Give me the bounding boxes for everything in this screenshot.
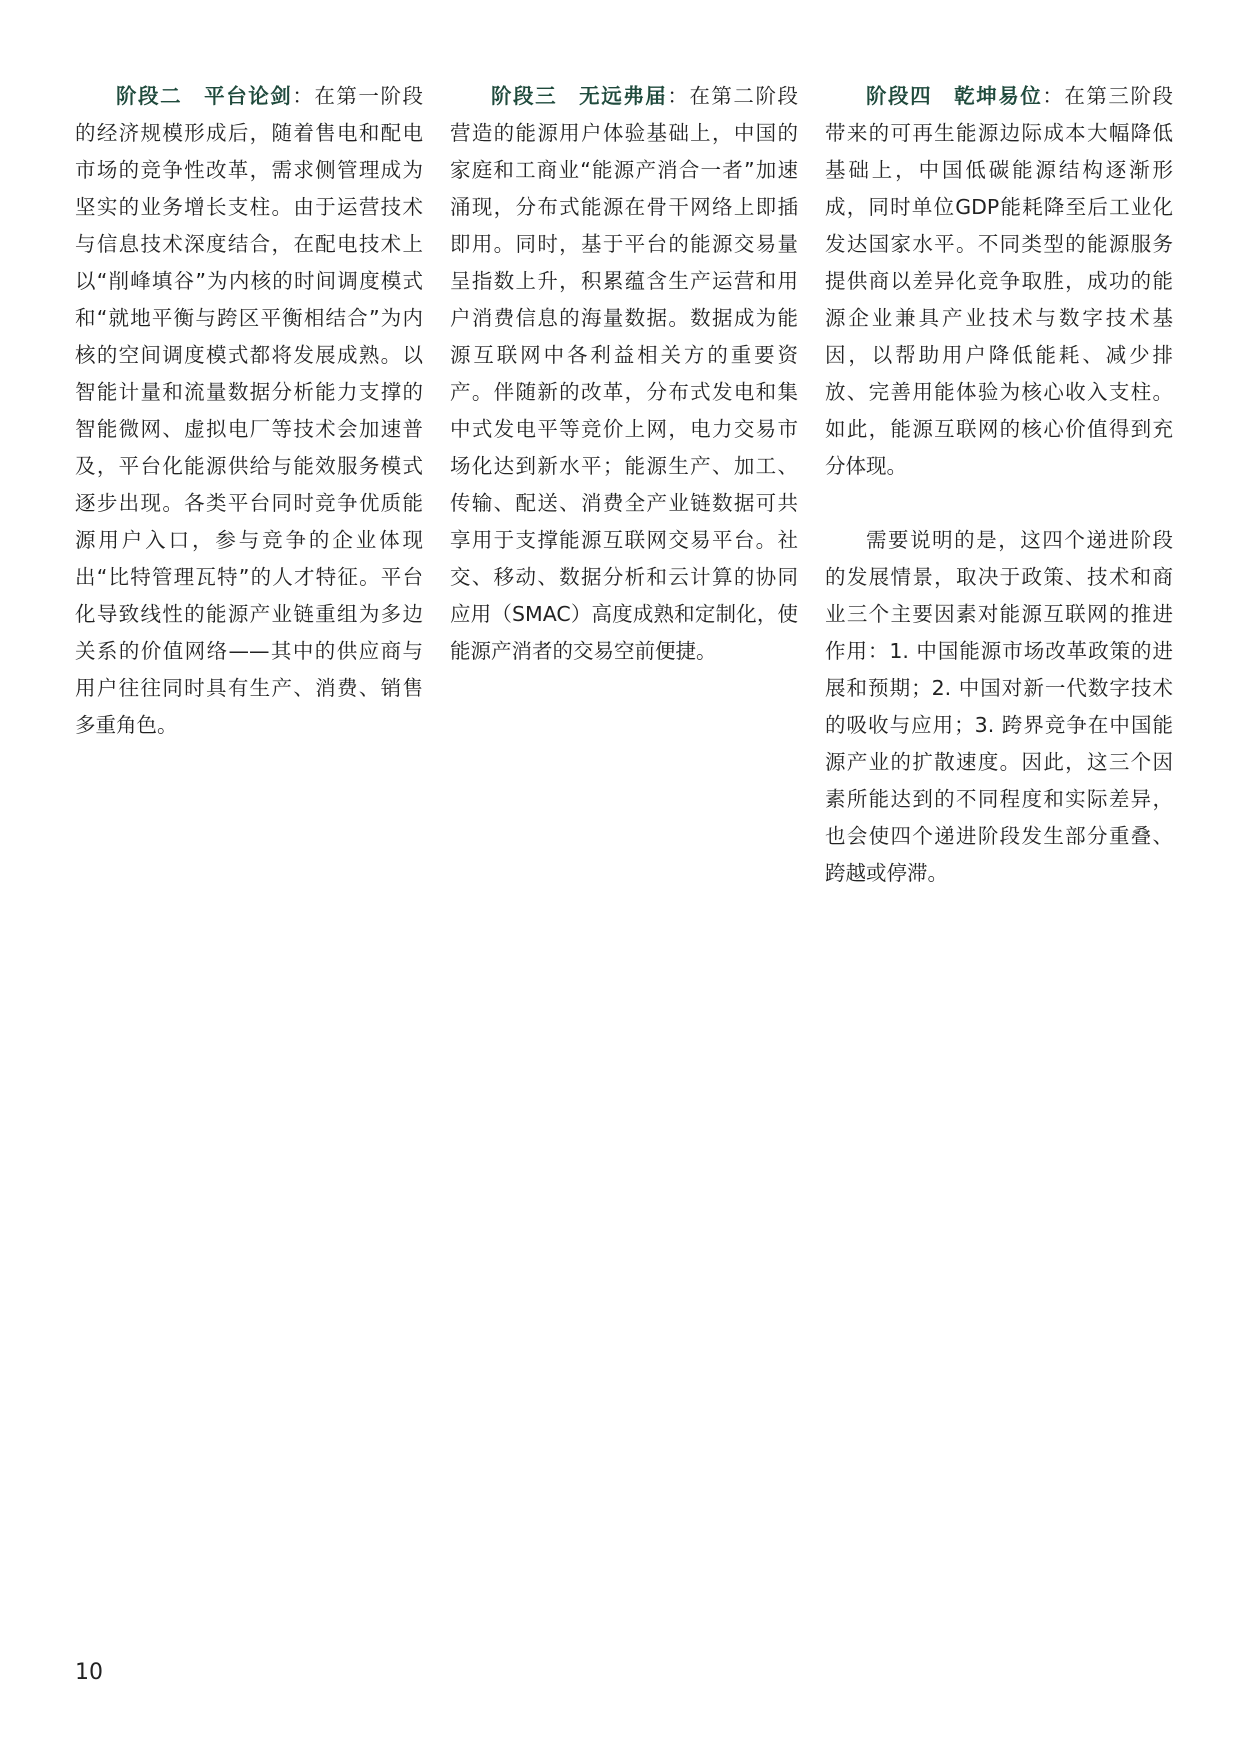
stage-three-heading: 阶段三 无远弗届 [491,84,668,108]
stage-four-text: ：在第三阶段带来的可再生能源边际成本大幅降低基础上，中国低碳能源结构逐渐形成，同时单位GDP能耗降至后工业化发达国家水平。不同类型的能源服务提供商以差异化竞争取胜，成功的能源企业兼具产业技术与数字技术基因，以帮助用户降低能耗、减少排放、完善用能体验为核心收入支柱。如此，能源互联网的核心价值得到充分体现。 [825,84,1174,478]
stage-two-text: ：在第一阶段的经济规模形成后，随着售电和配电市场的竞争性改革，需求侧管理成为坚实的业务增长支柱。由于运营技术与信息技术深度结合，在配电技术上以“削峰填谷”为内核的时间调度模式和“就地平衡与跨区平衡相结合”为内核的空间调度模式都将发展成熟。以智能计量和流量数据分析能力支撑的智能微网、虚拟电厂等技术会加速普及，平台化能源供给与能效服务模式逐步出现。各类平台同时竞争优质能源用户入口，参与竞争的企业体现出“比特管理瓦特”的人才特征。平台化导致线性的能源产业链重组为多边关系的价值网络——其中的供应商与用户往往同时具有生产、消费、销售多重角色。 [75,84,424,737]
stage-four-paragraph [825,78,1173,485]
note-paragraph [825,522,1173,892]
column-2 [450,78,798,892]
stage-two-heading: 阶段二 平台论剑 [116,84,293,108]
page-number: 10 [75,1660,103,1685]
stage-four-heading: 阶段四 乾坤易位 [866,84,1043,108]
note-text: 需要说明的是，这四个递进阶段的发展情景，取决于政策、技术和商业三个主要因素对能源互联网的推进作用：1. 中国能源市场改革政策的进展和预期；2. 中国对新一代数字技术的吸收与应用；3. 跨界竞争在中国能源产业的扩散速度。因此，这三个因素所能达到的不同程度和实际差异，也会使四个递进阶段发生部分重叠、跨越或停滞。 [825,528,1173,885]
stage-three-text: ：在第二阶段营造的能源用户体验基础上，中国的家庭和工商业“能源产消合一者”加速涌现，分布式能源在骨干网络上即插即用。同时，基于平台的能源交易量呈指数上升，积累蕴含生产运营和用户消费信息的海量数据。数据成为能源互联网中各利益相关方的重要资产。伴随新的改革，分布式发电和集中式发电平等竞价上网，电力交易市场化达到新水平；能源生产、加工、传输、配送、消费全产业链数据可共享用于支撑能源互联网交易平台。社交、移动、数据分析和云计算的协同应用（SMAC）高度成熟和定制化，使能源产消者的交易空前便捷。 [450,84,799,663]
stage-three-paragraph [450,78,798,670]
column-3 [825,78,1173,892]
stage-two-paragraph [75,78,423,744]
text-columns [75,78,1173,892]
column-1 [75,78,423,892]
